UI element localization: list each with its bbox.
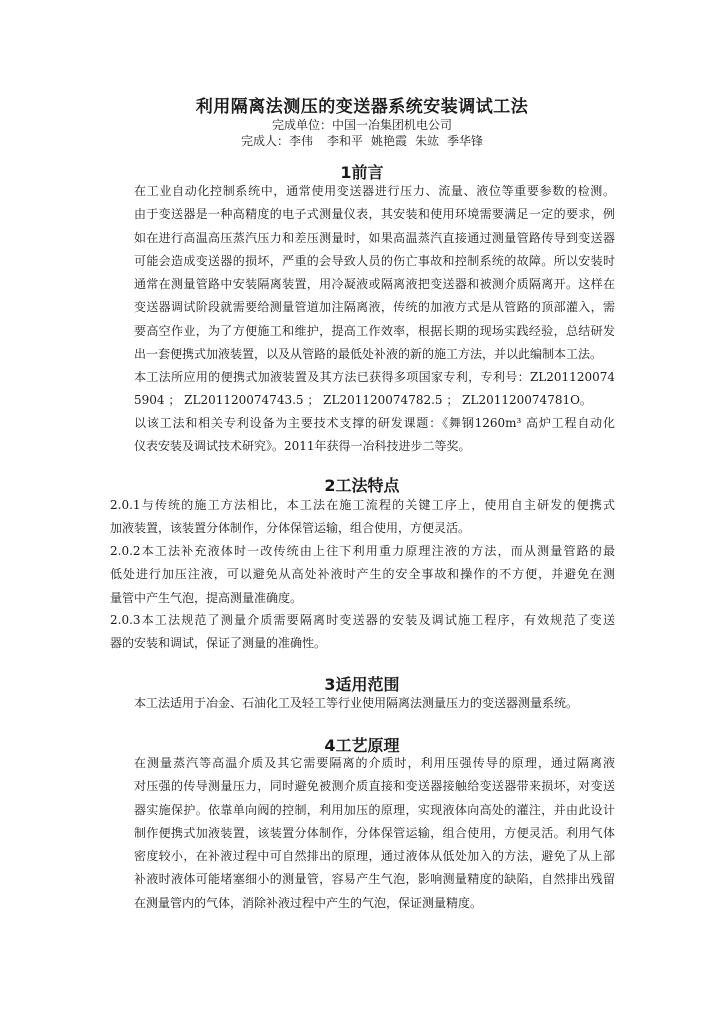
text-line: 变送器调试阶段就需要给测量管道加注隔离液，传统的加液方式是从管路的顶部灌入，需 xyxy=(134,300,615,315)
completion-unit xyxy=(0,116,724,133)
text-line: 加液装置，该装置分体制作，分体保管运输，组合使用，方便灵活。 xyxy=(110,521,471,536)
text-line: 低处进行加压注液，可以避免从高处补液时产生的安全事故和操作的不方便，并避免在测 xyxy=(110,567,615,582)
author: 朱竑 xyxy=(415,134,440,148)
text-line: 对压强的传导测量压力，同时避免被测介质直接和变送器接触给变送器带来损坏，对变送 xyxy=(134,779,615,794)
text-line: 2.0.1与传统的施工方法相比，本工法在施工流程的关键工序上，使用自主研发的便携式 xyxy=(110,498,615,512)
text-line: 补液时液体可能堵塞细小的测量管，容易产生气泡，影响测量精度的缺陷，自然排出残留 xyxy=(134,872,615,887)
text-line: 可能会造成变送器的损坏，严重的会导致人员的伤亡事故和控制系统的故障。所以安装时 xyxy=(134,253,615,268)
text-line: 出一套便携式加液装置，以及从管路的最低处补液的新的施工方法，并以此编制本工法。 xyxy=(134,347,603,362)
paragraph xyxy=(110,180,615,366)
text-line: 制作便携式加液装置，该装置分体制作，分体保管运输，组合使用，方便灵活。利用气体 xyxy=(134,825,615,840)
authors-label: 完成人： xyxy=(240,134,289,148)
paragraph xyxy=(110,540,615,610)
text-line: 本工法所应用的便携式加液装置及其方法已获得多项国家专利，专利号：ZL201120074 xyxy=(134,370,615,384)
text-line: 2.0.3本工法规范了测量介质需要隔离时变送器的安装及调试施工程序，有效规范了变送 xyxy=(110,613,615,627)
section-heading: 4工艺原理 xyxy=(324,736,400,755)
paragraph xyxy=(110,752,615,915)
text-line: 器实施保护。依靠单向阀的控制，利用加压的原理，实现液体向高处的灌注，并由此设计 xyxy=(134,802,615,817)
text-line: 由于变送器是一种高精度的电子式测量仪表，其安装和使用环境需要满足一定的要求，例 xyxy=(134,207,615,222)
text-line: 本工法适用于冶金、石油化工及轻工等行业使用隔离法测量压力的变送器测量系统。 xyxy=(134,696,579,710)
text-line: 在测量蒸汽等高温介质及其它需要隔离的介质时，利用压强传导的原理，通过隔离液 xyxy=(134,756,615,770)
text-line: 仪表安装及调试技术研究》。2011年获得一冶科技进步二等奖。 xyxy=(134,439,471,454)
text-line: 密度较小，在补液过程中可自然排出的原理，通过液体从低处加入的方法，避免了从上部 xyxy=(134,849,615,864)
completion-unit-value: 中国一冶集团机电公司 xyxy=(332,118,453,132)
author: 李和平 xyxy=(326,134,363,148)
text-line: 2.0.2本工法补充液体时一改传统由上往下利用重力原理注液的方法，而从测量管路的最 xyxy=(110,544,615,558)
text-line: 在工业自动化控制系统中，通常使用变送器进行压力、流量、液位等重要参数的检测。 xyxy=(134,184,615,198)
author: 姚艳霞 xyxy=(371,134,408,148)
section-heading: 2工法特点 xyxy=(324,476,400,495)
author: 季华锋 xyxy=(447,134,484,148)
text-line: 5904 ； ZL201120074743.5 ； ZL201120074782.5 ； ZL201120074781O。 xyxy=(134,393,592,408)
document-title: 利用隔离法测压的变送器系统安装调试工法 xyxy=(195,97,529,117)
paragraph xyxy=(110,609,615,656)
completion-authors xyxy=(0,132,724,149)
paragraph xyxy=(110,366,615,413)
text-line: 器的安装和调试，保证了测量的准确性。 xyxy=(110,636,327,651)
author: 李伟 xyxy=(288,134,313,148)
text-line: 如在进行高温高压蒸汽压力和差压测量时，如果高温蒸汽直接通过测量管路传导到变送器 xyxy=(134,230,615,245)
text-line: 量管中产生气泡，提高测量准确度。 xyxy=(110,590,303,605)
paragraph xyxy=(110,692,615,715)
section-heading: 3适用范围 xyxy=(324,675,400,694)
completion-unit-label: 完成单位： xyxy=(271,118,332,132)
paragraph xyxy=(110,494,615,541)
text-line: 以该工法和相关专利设备为主要技术支撑的研发课题：《舞钢1260m³ 高炉工程自动化 xyxy=(134,416,615,430)
text-line: 通常在测量管路中安装隔离装置，用冷凝液或隔离液把变送器和被测介质隔离开。这样在 xyxy=(134,277,615,292)
text-line: 在测量管内的气体，消除补液过程中产生的气泡，保证测量精度。 xyxy=(134,895,483,910)
text-line: 要高空作业，为了方便施工和维护，提高工作效率，根据长期的现场实践经验，总结研发 xyxy=(134,323,615,338)
section-heading: 1前言 xyxy=(340,163,384,182)
paragraph xyxy=(110,412,615,459)
